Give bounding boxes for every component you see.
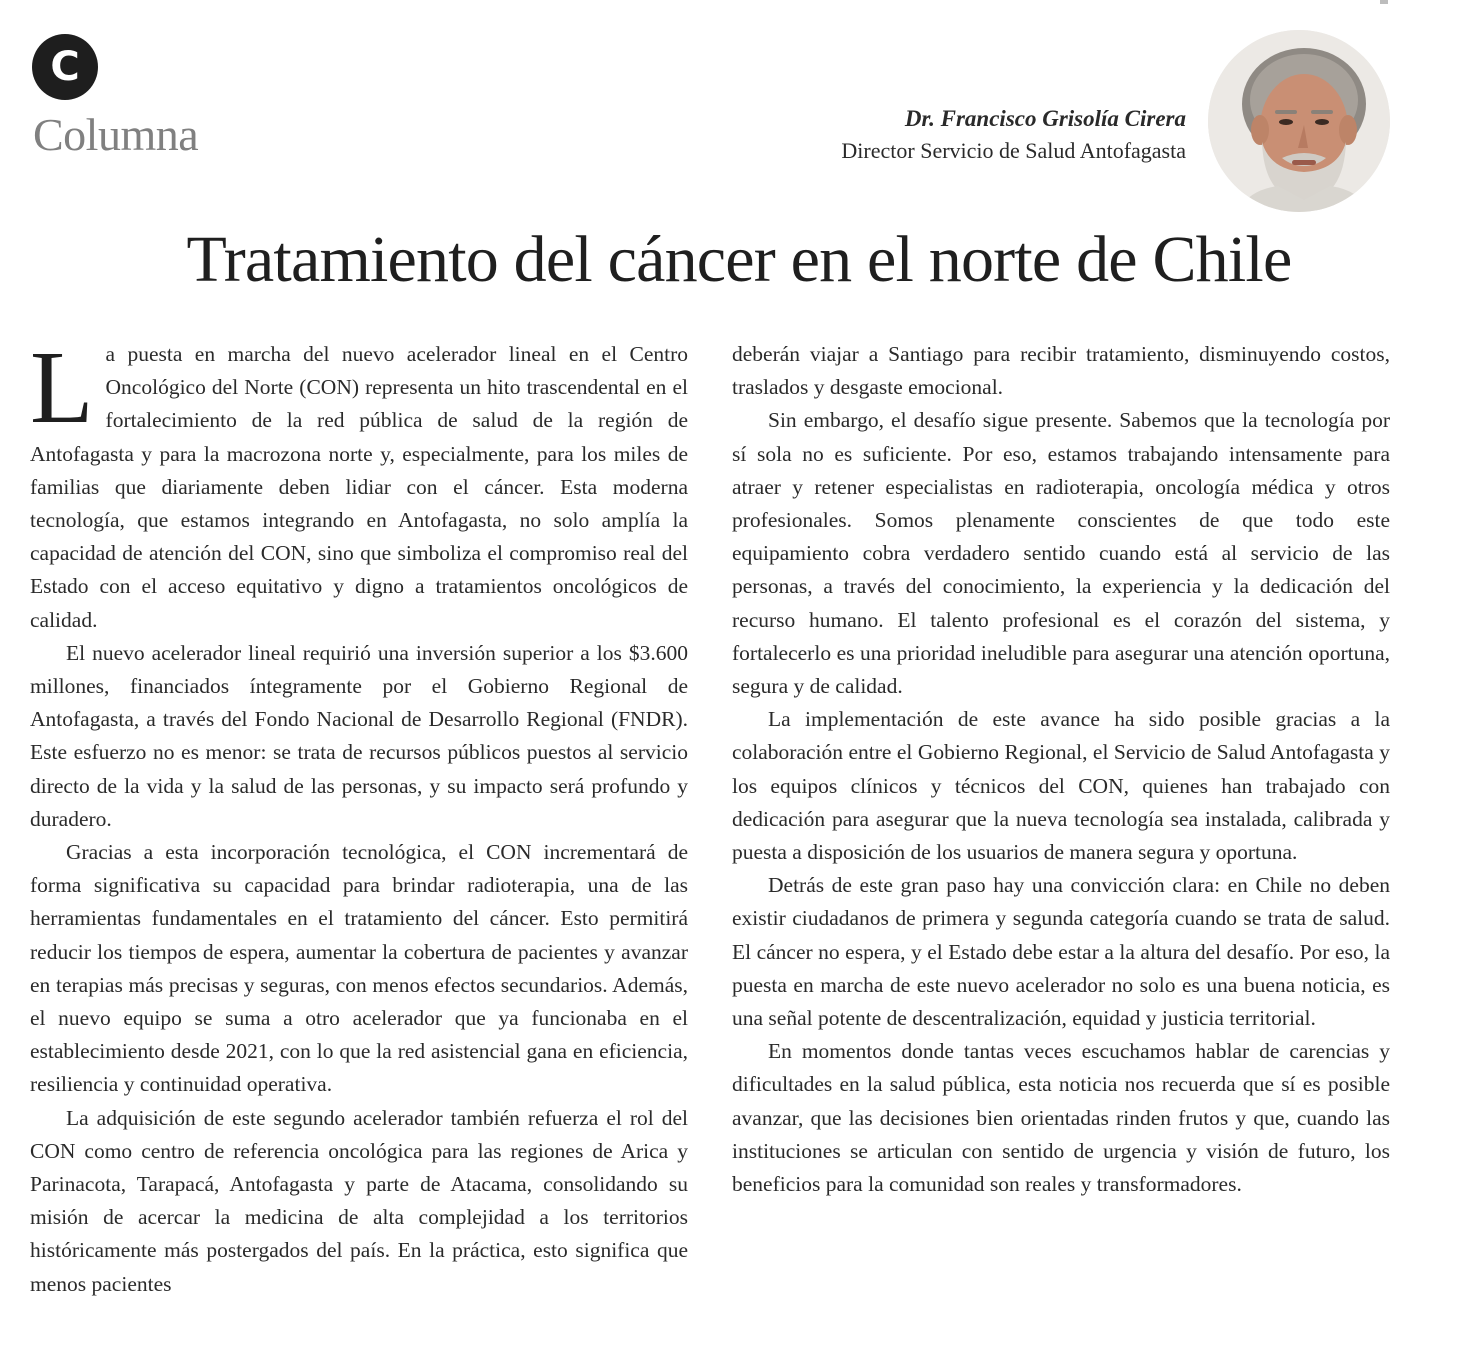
section-label: Columna <box>33 109 199 160</box>
article-paragraph: La adquisición de este segundo acelerador también refuerza el rol del CON como centro de referencia oncológica para las regiones de Arica y Parinacota, Tarapacá, Antofagasta y parte de Atacama, consolidando su misión de acercar la medicina de alta complejidad a los territorios históricamente más postergados del país. En la práctica, esto significa que menos pacientes <box>30 1105 688 1296</box>
article-paragraph: En momentos donde tantas veces escuchamos hablar de carencias y dificultades en la salud pública, esta noticia nos recuerda que sí es posible avanzar, que las decisiones bien orientadas rinden frutos y que, cuando las instituciones se articulan con sentido de urgencia y visión de futuro, los beneficios para la comunidad son reales y transformadores. <box>732 1039 1390 1197</box>
author-role: Director Servicio de Salud Antofagasta <box>841 138 1186 163</box>
article-paragraph: Gracias a esta incorporación tecnológica, el CON incrementará de forma significativa su capacidad para brindar radioterapia, una de las herramientas fundamentales en el tratamiento del cáncer. Esto permitirá reducir los tiempos de espera, aumentar la cobertura de pacientes y avanzar en terapias más precisas y seguras, con menos efectos secundarios. Además, el nuevo equipo se suma a otro acelerador que ya funcionaba en el establecimiento desde 2021, con lo que la red asistencial gana en eficiencia, resiliencia y continuidad operativa. <box>30 840 688 1097</box>
drop-cap: L <box>30 330 94 445</box>
author-portrait-svg <box>1208 30 1390 212</box>
article-paragraph: Sin embargo, el desafío sigue presente. Sabemos que la tecnología por sí sola no es suficiente. Por eso, estamos trabajando intensamente para atraer y retener especialistas en radioterapia, oncología médica y otros profesionales. Somos plenamente conscientes de que todo este equipamiento cobra verdadero sentido cuando está al servicio de las personas, a través del conocimiento, la experiencia y la dedicación del recurso humano. El talento profesional es el corazón del sistema, y fortalecerlo es una prioridad ineludible para asegurar una atención oportuna, segura y de calidad. <box>732 408 1390 699</box>
article-paragraph <box>30 330 688 637</box>
author-portrait-icon <box>1208 30 1390 212</box>
article-left-column <box>30 330 688 1301</box>
article-paragraph: Detrás de este gran paso hay una convicción clara: en Chile no deben existir ciudadanos de primera y segunda categoría cuando se trata de salud. El cáncer no espera, y el Estado debe estar a la altura del desafío. Por eso, la puesta en marcha de este nuevo acelerador no solo es una buena noticia, es una señal potente de descentralización, equidad y justicia territorial. <box>732 873 1390 1031</box>
article-paragraph: El nuevo acelerador lineal requirió una inversión superior a los $3.600 millones, financiados íntegramente por el Gobierno Regional de Antofagasta, a través del Fondo Nacional de Desarrollo Regional (FNDR). Este esfuerzo no es menor: se trata de recursos públicos puestos al servicio directo de la vida y la salud de las personas, y su impacto será profundo y duradero. <box>30 640 688 831</box>
section-badge-letter: C <box>50 44 80 90</box>
author-name: Dr. Francisco Grisolía Cirera <box>904 106 1186 131</box>
article-paragraph-continuation: deberán viajar a Santiago para recibir tratamiento, disminuyendo costos, traslados y desgaste emocional. <box>732 342 1390 400</box>
section-badge <box>32 34 98 100</box>
article-headline: Tratamiento del cáncer en el norte de Chile <box>186 223 1292 296</box>
article-paragraph: La implementación de este avance ha sido posible gracias a la colaboración entre el Gobierno Regional, el Servicio de Salud Antofagasta y los equipos clínicos y técnicos del CON, quienes han trabajado con dedicación para asegurar que la nueva tecnología sea instalada, calibrada y puesta a disposición de los usuarios de manera segura y oportuna. <box>732 707 1390 865</box>
byline <box>841 104 1186 168</box>
article-right-column <box>732 338 1390 1201</box>
paragraph-text: a puesta en marcha del nuevo acelerador lineal en el Centro Oncológico del Norte (CON) representa un hito trascendental en el fortalecimiento de la red pública de salud de la región de Antofagasta y para la macrozona norte y, especialmente, para los miles de familias que diariamente deben lidiar con el cáncer. Esta moderna tecnología, que estamos integrando en Antofagasta, no solo amplía la capacidad de atención del CON, sino que simboliza el compromiso real del Estado con el acceso equitativo y digno a tratamientos oncológicos de calidad. <box>30 342 688 632</box>
page-corner-mark <box>1380 0 1388 4</box>
